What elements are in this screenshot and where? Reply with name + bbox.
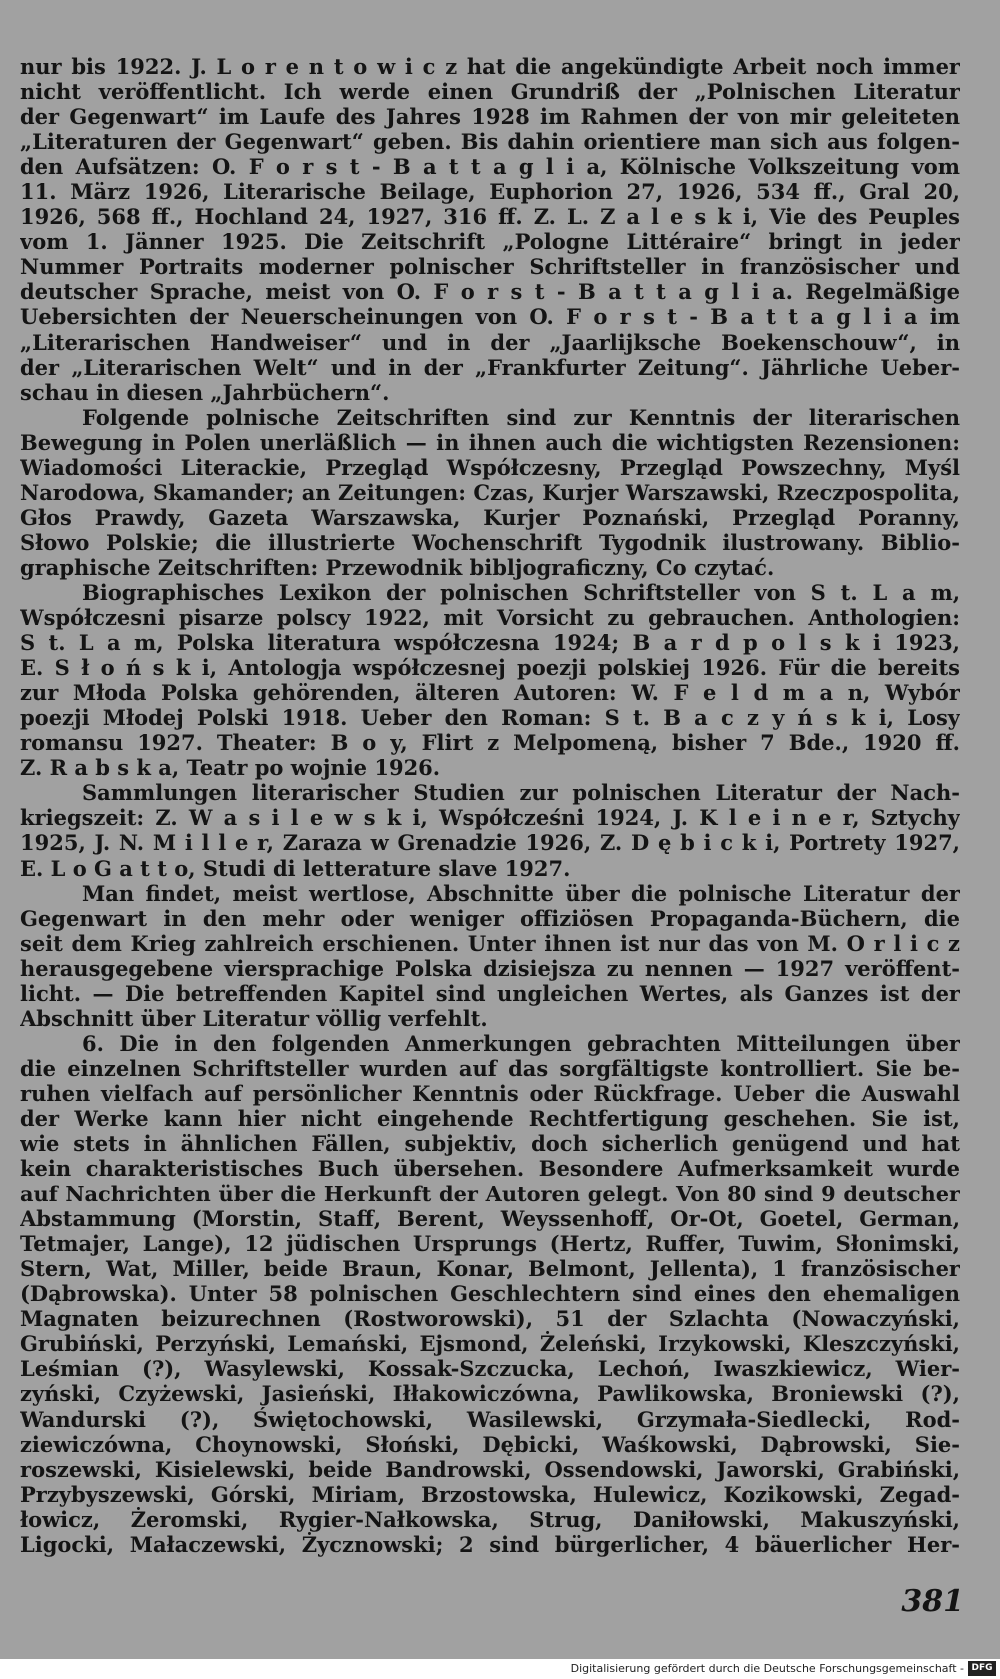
text-line: kriegszeit: Z. W a s i l e w s k i, Współcześni 1924, J. K l e i n e r, Sztychy: [20, 805, 960, 831]
text-line: Stern, Wat, Miller, beide Braun, Konar, Belmont, Jellenta), 1 französischer: [20, 1256, 960, 1282]
text-line: wie stets in ähnlichen Fällen, subjektiv, doch sicherlich genügend und hat: [20, 1131, 960, 1157]
text-line: der Werke kann hier nicht eingehende Rechtfertigung geschehen. Sie ist,: [20, 1105, 960, 1131]
text-line: ruhen vielfach auf persönlicher Kenntnis oder Rückfrage. Ueber die Auswahl: [20, 1080, 960, 1106]
text-line: Ligocki, Małaczewski, Życznowski; 2 sind bürgerlicher, 4 bäuerlicher Her-: [20, 1531, 960, 1557]
text-line: die einzelnen Schriftsteller wurden auf das sorgfältigste kontrolliert. Sie be-: [20, 1055, 960, 1081]
text-line: Uebersichten der Neuerscheinungen von O. F o r s t - B a t t a g l i a im: [20, 304, 960, 330]
text-line: Przybyszewski, Górski, Miriam, Brzostowska, Hulewicz, Kozikowski, Zegad-: [20, 1481, 960, 1507]
text-line: den Aufsätzen: O. F o r s t - B a t t a g l i a, Kölnische Volkszeitung vom: [20, 154, 960, 180]
text-line: Nummer Portraits moderner polnischer Schriftsteller in französischer und: [20, 254, 960, 280]
text-line: Wandurski (?), Świętochowski, Wasilewski, Grzymała-Siedlecki, Rod-: [20, 1406, 960, 1432]
text-line: Bewegung in Polen unerläßlich — in ihnen auch die wichtigsten Rezensionen:: [20, 429, 960, 455]
text-line: łowicz, Żeromski, Rygier-Nałkowska, Strug, Daniłowski, Makuszyński,: [20, 1506, 960, 1532]
text-line: (Dąbrowska). Unter 58 polnischen Geschlechtern sind eines den ehemaligen: [20, 1281, 960, 1307]
text-line: Leśmian (?), Wasylewski, Kossak-Szczucka, Lechoń, Iwaszkiewicz, Wier-: [20, 1356, 960, 1382]
dfg-logo-icon: DFG: [968, 1661, 996, 1676]
text-line: zur Młoda Polska gehörenden, älteren Autoren: W. F e l d m a n, Wybór: [20, 680, 960, 706]
text-line: Man findet, meist wertlose, Abschnitte über die polnische Literatur der: [82, 880, 960, 906]
text-line: Folgende polnische Zeitschriften sind zur Kenntnis der literarischen: [82, 404, 960, 430]
text-line: auf Nachrichten über die Herkunft der Autoren gelegt. Von 80 sind 9 deutscher: [20, 1181, 960, 1207]
text-line: „Literaturen der Gegenwart“ geben. Bis dahin orientiere man sich aus folgen-: [20, 129, 960, 155]
text-line: graphische Zeitschriften: Przewodnik bibljograficzny, Co czytać.: [20, 554, 775, 580]
digitization-footer: [0, 1659, 1000, 1679]
text-line: zyński, Czyżewski, Jasieński, Iłłakowiczówna, Pawlikowska, Broniewski (?),: [20, 1381, 960, 1407]
text-line: schau in diesen „Jahrbüchern“.: [20, 379, 390, 405]
text-line: E. S ł o ń s k i, Antologja współczesnej poezji polskiej 1926. Für die bereits: [20, 655, 960, 681]
text-line: kein charakteristisches Buch übersehen. Besondere Aufmerksamkeit wurde: [20, 1156, 960, 1182]
text-line: Abstammung (Morstin, Staff, Berent, Weyssenhoff, Or-Ot, Goetel, German,: [20, 1206, 960, 1232]
text-line: 1925, J. N. M i l l e r, Zaraza w Grenadzie 1926, Z. D ę b i c k i, Portrety 1927,: [20, 830, 960, 856]
text-line: vom 1. Jänner 1925. Die Zeitschrift „Pologne Littéraire“ bringt in jeder: [20, 229, 960, 255]
text-line: Wiadomości Literackie, Przegląd Współczesny, Przegląd Powszechny, Myśl: [20, 454, 960, 480]
text-line: 1926, 568 ff., Hochland 24, 1927, 316 ff. Z. L. Z a l e s k i, Vie des Peuples: [20, 204, 960, 230]
text-line: Sammlungen literarischer Studien zur polnischen Literatur der Nach-: [82, 780, 960, 806]
text-line: nur bis 1922. J. L o r e n t o w i c z hat die angekündigte Arbeit noch immer: [20, 54, 960, 79]
text-line: herausgegebene viersprachige Polska dzisiejsza zu nennen — 1927 veröffent-: [20, 955, 960, 981]
text-line: S t. L a m, Polska literatura współczesna 1924; B a r d p o l s k i 1923,: [20, 630, 960, 656]
text-line: nicht veröffentlicht. Ich werde einen Grundriß der „Polnischen Literatur: [20, 79, 960, 105]
text-line: Biographisches Lexikon der polnischen Schriftsteller von S t. L a m,: [82, 579, 960, 605]
text-line: Gegenwart in den mehr oder weniger offiziösen Propaganda-Büchern, die: [20, 905, 960, 931]
text-line: Grubiński, Perzyński, Lemański, Ejsmond, Żeleński, Irzykowski, Kleszczyński,: [20, 1331, 960, 1357]
text-line: E. L o G a t t o, Studi di letterature slave 1927.: [20, 855, 571, 881]
text-line: romansu 1927. Theater: B o y, Flirt z Melpomeną, bisher 7 Bde., 1920 ff.: [20, 730, 960, 756]
text-line: Abschnitt über Literatur völlig verfehlt.: [20, 1005, 488, 1031]
body-text: [20, 54, 960, 1557]
text-line: poezji Młodej Polski 1918. Ueber den Roman: S t. B a c z y ń s k i, Losy: [20, 705, 960, 731]
text-line: Głos Prawdy, Gazeta Warszawska, Kurjer Poznański, Przegląd Poranny,: [20, 504, 960, 530]
text-line: seit dem Krieg zahlreich erschienen. Unter ihnen ist nur das von M. O r l i c z: [20, 930, 960, 956]
text-line: Słowo Polskie; die illustrierte Wochenschrift Tygodnik ilustrowany. Biblio-: [20, 529, 960, 555]
text-line: deutscher Sprache, meist von O. F o r s t - B a t t a g l i a. Regelmäßige: [20, 279, 960, 305]
footer-credit: Digitalisierung gefördert durch die Deutsche Forschungsgemeinschaft -: [570, 1662, 964, 1675]
text-line: der Gegenwart“ im Laufe des Jahres 1928 im Rahmen der von mir geleiteten: [20, 104, 960, 130]
text-line: Narodowa, Skamander; an Zeitungen: Czas, Kurjer Warszawski, Rzeczpospolita,: [20, 479, 960, 505]
text-line: der „Literarischen Welt“ und in der „Frankfurter Zeitung“. Jährliche Ueber-: [20, 354, 960, 380]
page-number: 381: [901, 1584, 964, 1619]
text-line: 11. März 1926, Literarische Beilage, Euphorion 27, 1926, 534 ff., Gral 20,: [20, 179, 960, 205]
text-line: roszewski, Kisielewski, beide Bandrowski, Ossendowski, Jaworski, Grabiński,: [20, 1456, 960, 1482]
text-line: Współczesni pisarze polscy 1922, mit Vorsicht zu gebrauchen. Anthologien:: [20, 605, 960, 631]
text-line: 6. Die in den folgenden Anmerkungen gebrachten Mitteilungen über: [82, 1030, 960, 1056]
text-line: „Literarischen Handweiser“ und in der „Jaarlijksche Boekenschouw“, in: [20, 329, 960, 355]
text-line: Tetmajer, Lange), 12 jüdischen Ursprungs (Hertz, Ruffer, Tuwim, Słonimski,: [20, 1231, 960, 1257]
text-line: licht. — Die betreffenden Kapitel sind ungleichen Wertes, als Ganzes ist der: [20, 980, 960, 1006]
text-line: ziewiczówna, Choynowski, Słoński, Dębicki, Waśkowski, Dąbrowski, Sie-: [20, 1431, 960, 1457]
text-line: Magnaten beizurechnen (Rostworowski), 51 der Szlachta (Nowaczyński,: [20, 1306, 960, 1332]
text-line: Z. R a b s k a, Teatr po wojnie 1926.: [20, 755, 441, 781]
